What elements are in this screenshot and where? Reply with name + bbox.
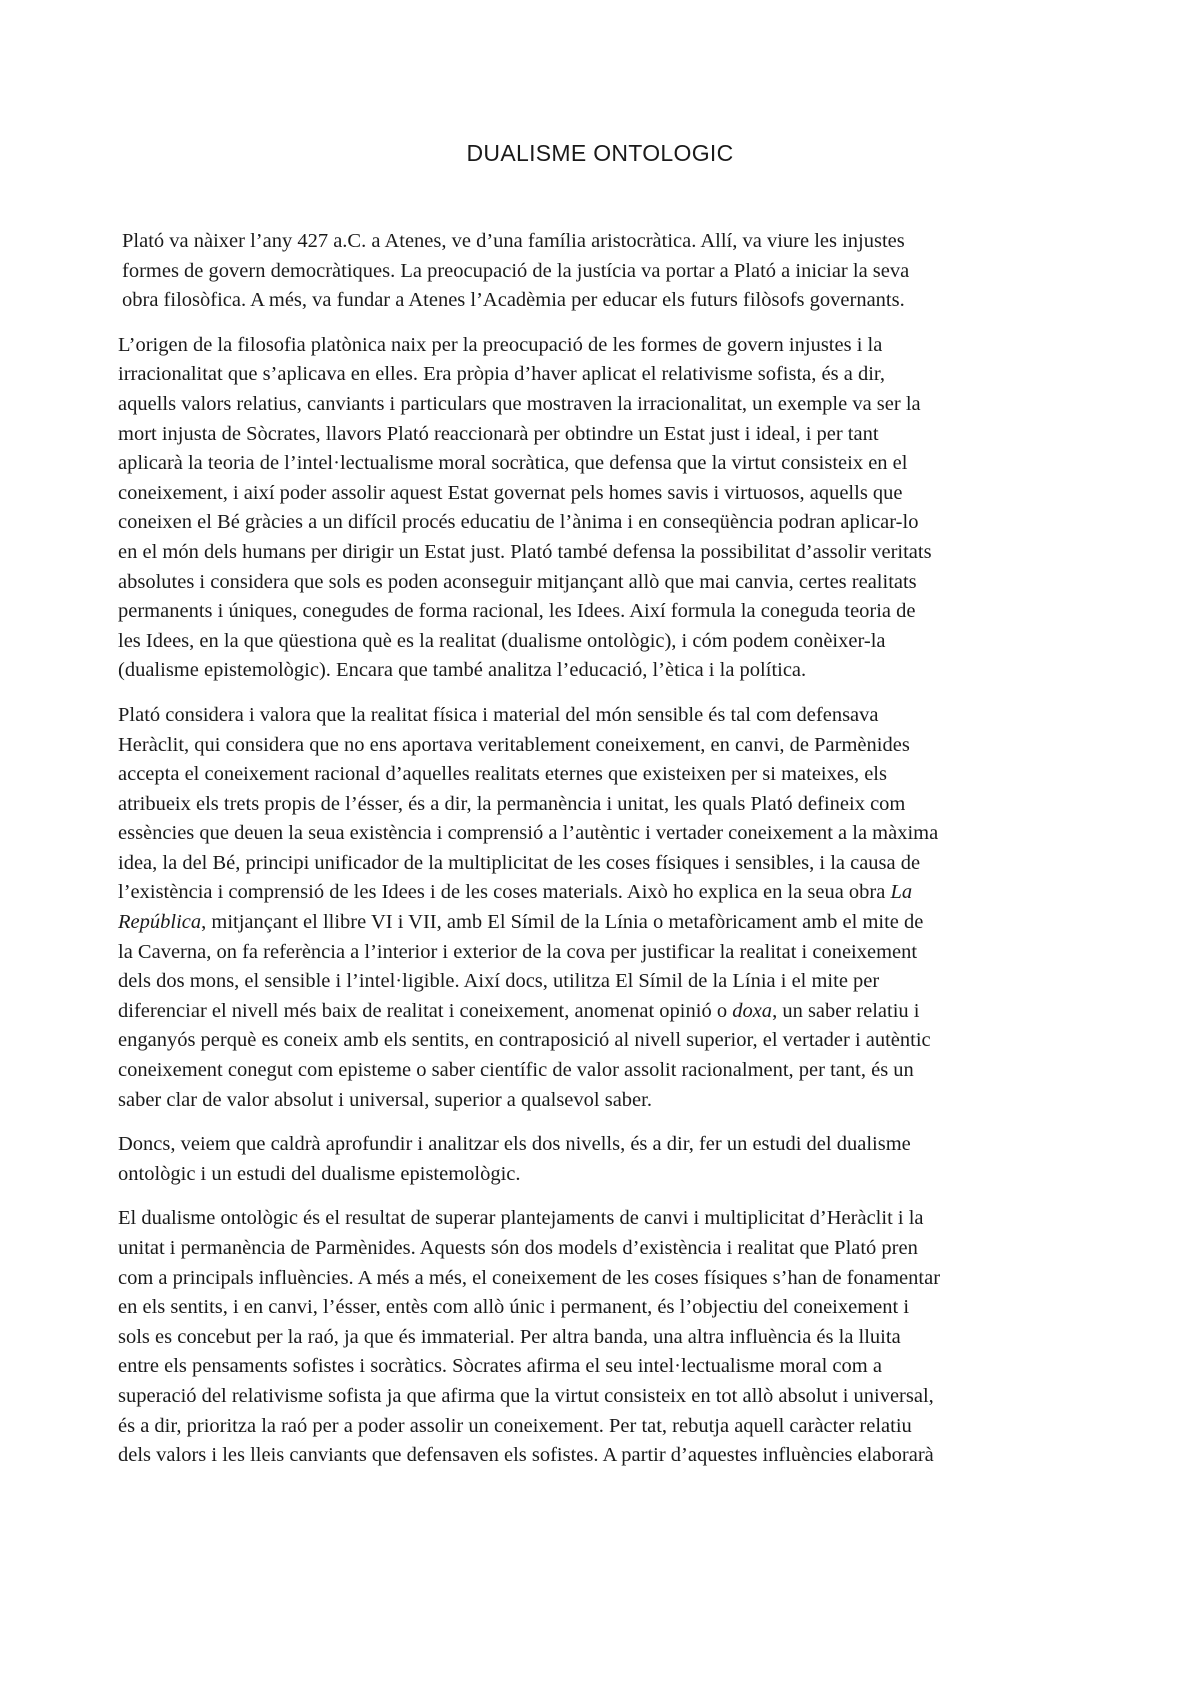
text-segment: atribueix els trets propis de l’ésser, és a dir, la permanència i unitat, les quals Plató defineix com <box>118 792 906 815</box>
text-line <box>118 1130 1100 1160</box>
text-line <box>118 538 1100 568</box>
text-segment: saber clar de valor absolut i universal, superior a qualsevol saber. <box>118 1088 652 1111</box>
italic-text: doxa <box>732 999 773 1022</box>
document-title: DUALISME ONTOLOGIC <box>466 140 734 166</box>
text-line <box>118 508 1100 538</box>
text-segment: Doncs, veiem que caldrà aprofundir i analitzar els dos nivells, és a dir, fer un estudi del dualisme <box>118 1133 911 1156</box>
text-segment: dels dos mons, el sensible i l’intel·ligible. Així docs, utilitza El Símil de la Línia i el mite per <box>118 970 880 993</box>
text-segment: Plató va nàixer l’any 427 a.C. a Atenes, ve d’una família aristocràtica. Allí, va viure les injustes <box>122 230 905 252</box>
text-line <box>118 1086 1100 1116</box>
text-segment: ontològic i un estudi del dualisme epistemològic. <box>118 1162 521 1185</box>
text-line <box>118 938 1100 968</box>
text-segment: coneixement conegut com episteme o saber científic de valor assolit racionalment, per tant, és un <box>118 1059 914 1082</box>
text-line <box>118 227 1100 257</box>
paragraph <box>118 227 1100 316</box>
text-line <box>118 1026 1100 1056</box>
text-segment: superació del relativisme sofista ja que afirma que la virtut consisteix en tot allò absolut i universal, <box>118 1384 934 1407</box>
text-line <box>118 597 1100 627</box>
text-line <box>118 568 1100 598</box>
text-line <box>118 997 1100 1027</box>
text-line <box>118 1234 1100 1264</box>
text-line <box>118 449 1100 479</box>
text-segment: (dualisme epistemològic). Encara que també analitza l’educació, l’ètica i la política. <box>118 659 807 682</box>
text-segment: entre els pensaments sofistes i socràtics. Sòcrates afirma el seu intel·lectualisme moral com a <box>118 1355 882 1378</box>
text-line <box>118 760 1100 790</box>
text-segment: idea, la del Bé, principi unificador de la multiplicitat de les coses físiques i sensibles, i la causa de <box>118 851 921 874</box>
document-body <box>118 227 1100 1486</box>
paragraph <box>118 701 1100 1115</box>
text-segment: absolutes i considera que sols es poden aconseguir mitjançant allò que mai canvia, certes realitats <box>118 570 917 593</box>
paragraph <box>118 1130 1100 1189</box>
text-segment: l’existència i comprensió de les Idees i de les coses materials. Això ho explica en la seua obra <box>118 881 891 904</box>
text-line <box>118 731 1100 761</box>
text-line <box>118 286 1100 316</box>
text-segment: formes de govern democràtiques. La preocupació de la justícia va portar a Plató a iniciar la seva <box>122 259 910 282</box>
text-segment: unitat i permanència de Parmènides. Aquests són dos models d’existència i realitat que Plató pren <box>118 1237 918 1259</box>
text-line <box>118 656 1100 686</box>
text-segment: permanents i úniques, conegudes de forma racional, les Idees. Així formula la coneguda teoria de <box>118 600 916 623</box>
paragraph <box>118 331 1100 686</box>
text-line <box>118 331 1100 361</box>
text-segment: accepta el coneixement racional d’aquelles realitats eternes que existeixen per si mateixes, els <box>118 763 887 786</box>
text-segment: mort injusta de Sòcrates, llavors Plató reaccionarà per obtindre un Estat just i ideal, i per tant <box>118 422 879 445</box>
text-segment: obra filosòfica. A més, va fundar a Atenes l’Acadèmia per educar els futurs filòsofs governants. <box>122 289 905 312</box>
text-segment: diferenciar el nivell més baix de realitat i coneixement, anomenat opinió o <box>118 999 733 1022</box>
text-line <box>118 819 1100 849</box>
text-segment: , un saber relatiu i <box>772 999 920 1022</box>
text-line <box>118 1412 1100 1442</box>
text-line <box>118 479 1100 509</box>
text-line <box>118 967 1100 997</box>
text-segment: en els sentits, i en canvi, l’ésser, entès com allò únic i permanent, és l’objectiu del coneixement i <box>118 1296 910 1319</box>
text-line <box>118 1293 1100 1323</box>
italic-text: República <box>118 911 202 934</box>
text-segment: L’origen de la filosofia platònica naix per la preocupació de les formes de govern injustes i la <box>118 333 883 356</box>
text-line <box>118 257 1100 287</box>
text-line <box>118 849 1100 879</box>
text-line <box>118 701 1100 731</box>
text-segment: dels valors i les lleis canviants que defensaven els sofistes. A partir d’aquestes influències elaborarà <box>118 1444 934 1467</box>
text-segment: essències que deuen la seua existència i comprensió a l’autèntic i vertader coneixement a la màxima <box>118 822 939 845</box>
text-line <box>118 1264 1100 1294</box>
text-segment: El dualisme ontològic és el resultat de superar plantejaments de canvi i multiplicitat d’Heràclit i la <box>118 1207 924 1230</box>
text-segment: en el món dels humans per dirigir un Estat just. Plató també defensa la possibilitat d’assolir veritats <box>118 540 932 563</box>
text-segment: és a dir, prioritza la raó per a poder assolir un coneixement. Per tat, rebutja aquell caràcter relatiu <box>118 1414 912 1437</box>
text-segment: Heràclit, qui considera que no ens aportava veritablement coneixement, en canvi, de Parmènides <box>118 733 910 756</box>
text-segment: les Idees, en la que qüestiona què es la realitat (dualisme ontològic), i cóm podem conèixer-la <box>118 629 886 652</box>
text-line <box>118 1352 1100 1382</box>
text-segment: aquells valors relatius, canviants i particulars que mostraven la irracionalitat, un exemple va ser la <box>118 392 921 415</box>
text-line <box>118 790 1100 820</box>
text-segment: sols es concebut per la raó, ja que és immaterial. Per altra banda, una altra influència és la lluita <box>118 1325 901 1348</box>
text-line <box>118 1323 1100 1353</box>
text-line <box>118 420 1100 450</box>
text-line <box>118 390 1100 420</box>
text-segment: com a principals influències. A més a més, el coneixement de les coses físiques s’han de fonamentar <box>118 1266 941 1289</box>
text-line <box>118 360 1100 390</box>
text-line <box>118 627 1100 657</box>
text-line <box>118 878 1100 908</box>
text-line <box>118 1204 1100 1234</box>
text-segment: coneixen el Bé gràcies a un difícil procés educatiu de l’ànima i en conseqüència podran aplicar-lo <box>118 511 919 534</box>
text-line <box>118 1056 1100 1086</box>
paragraph <box>118 1204 1100 1470</box>
text-line <box>118 1382 1100 1412</box>
text-segment: aplicarà la teoria de l’intel·lectualisme moral socràtica, que defensa que la virtut consisteix en el <box>118 452 908 475</box>
text-segment: coneixement, i així poder assolir aquest Estat governat pels homes savis i virtuosos, aquells que <box>118 481 903 504</box>
text-line <box>118 1441 1100 1471</box>
text-segment: la Caverna, on fa referència a l’interior i exterior de la cova per justificar la realitat i coneixement <box>118 940 918 963</box>
italic-text: La <box>890 881 913 904</box>
text-segment: enganyós perquè es coneix amb els sentits, en contraposició al nivell superior, el vertader i autèntic <box>118 1029 931 1052</box>
text-line <box>118 1160 1100 1190</box>
text-segment: , mitjançant el llibre VI i VII, amb El Símil de la Línia o metafòricament amb el mite de <box>201 911 924 934</box>
text-segment: Plató considera i valora que la realitat física i material del món sensible és tal com defensava <box>118 703 879 726</box>
text-segment: irracionalitat que s’aplicava en elles. Era pròpia d’haver aplicat el relativisme sofista, és a dir, <box>118 363 886 386</box>
text-line <box>118 908 1100 938</box>
